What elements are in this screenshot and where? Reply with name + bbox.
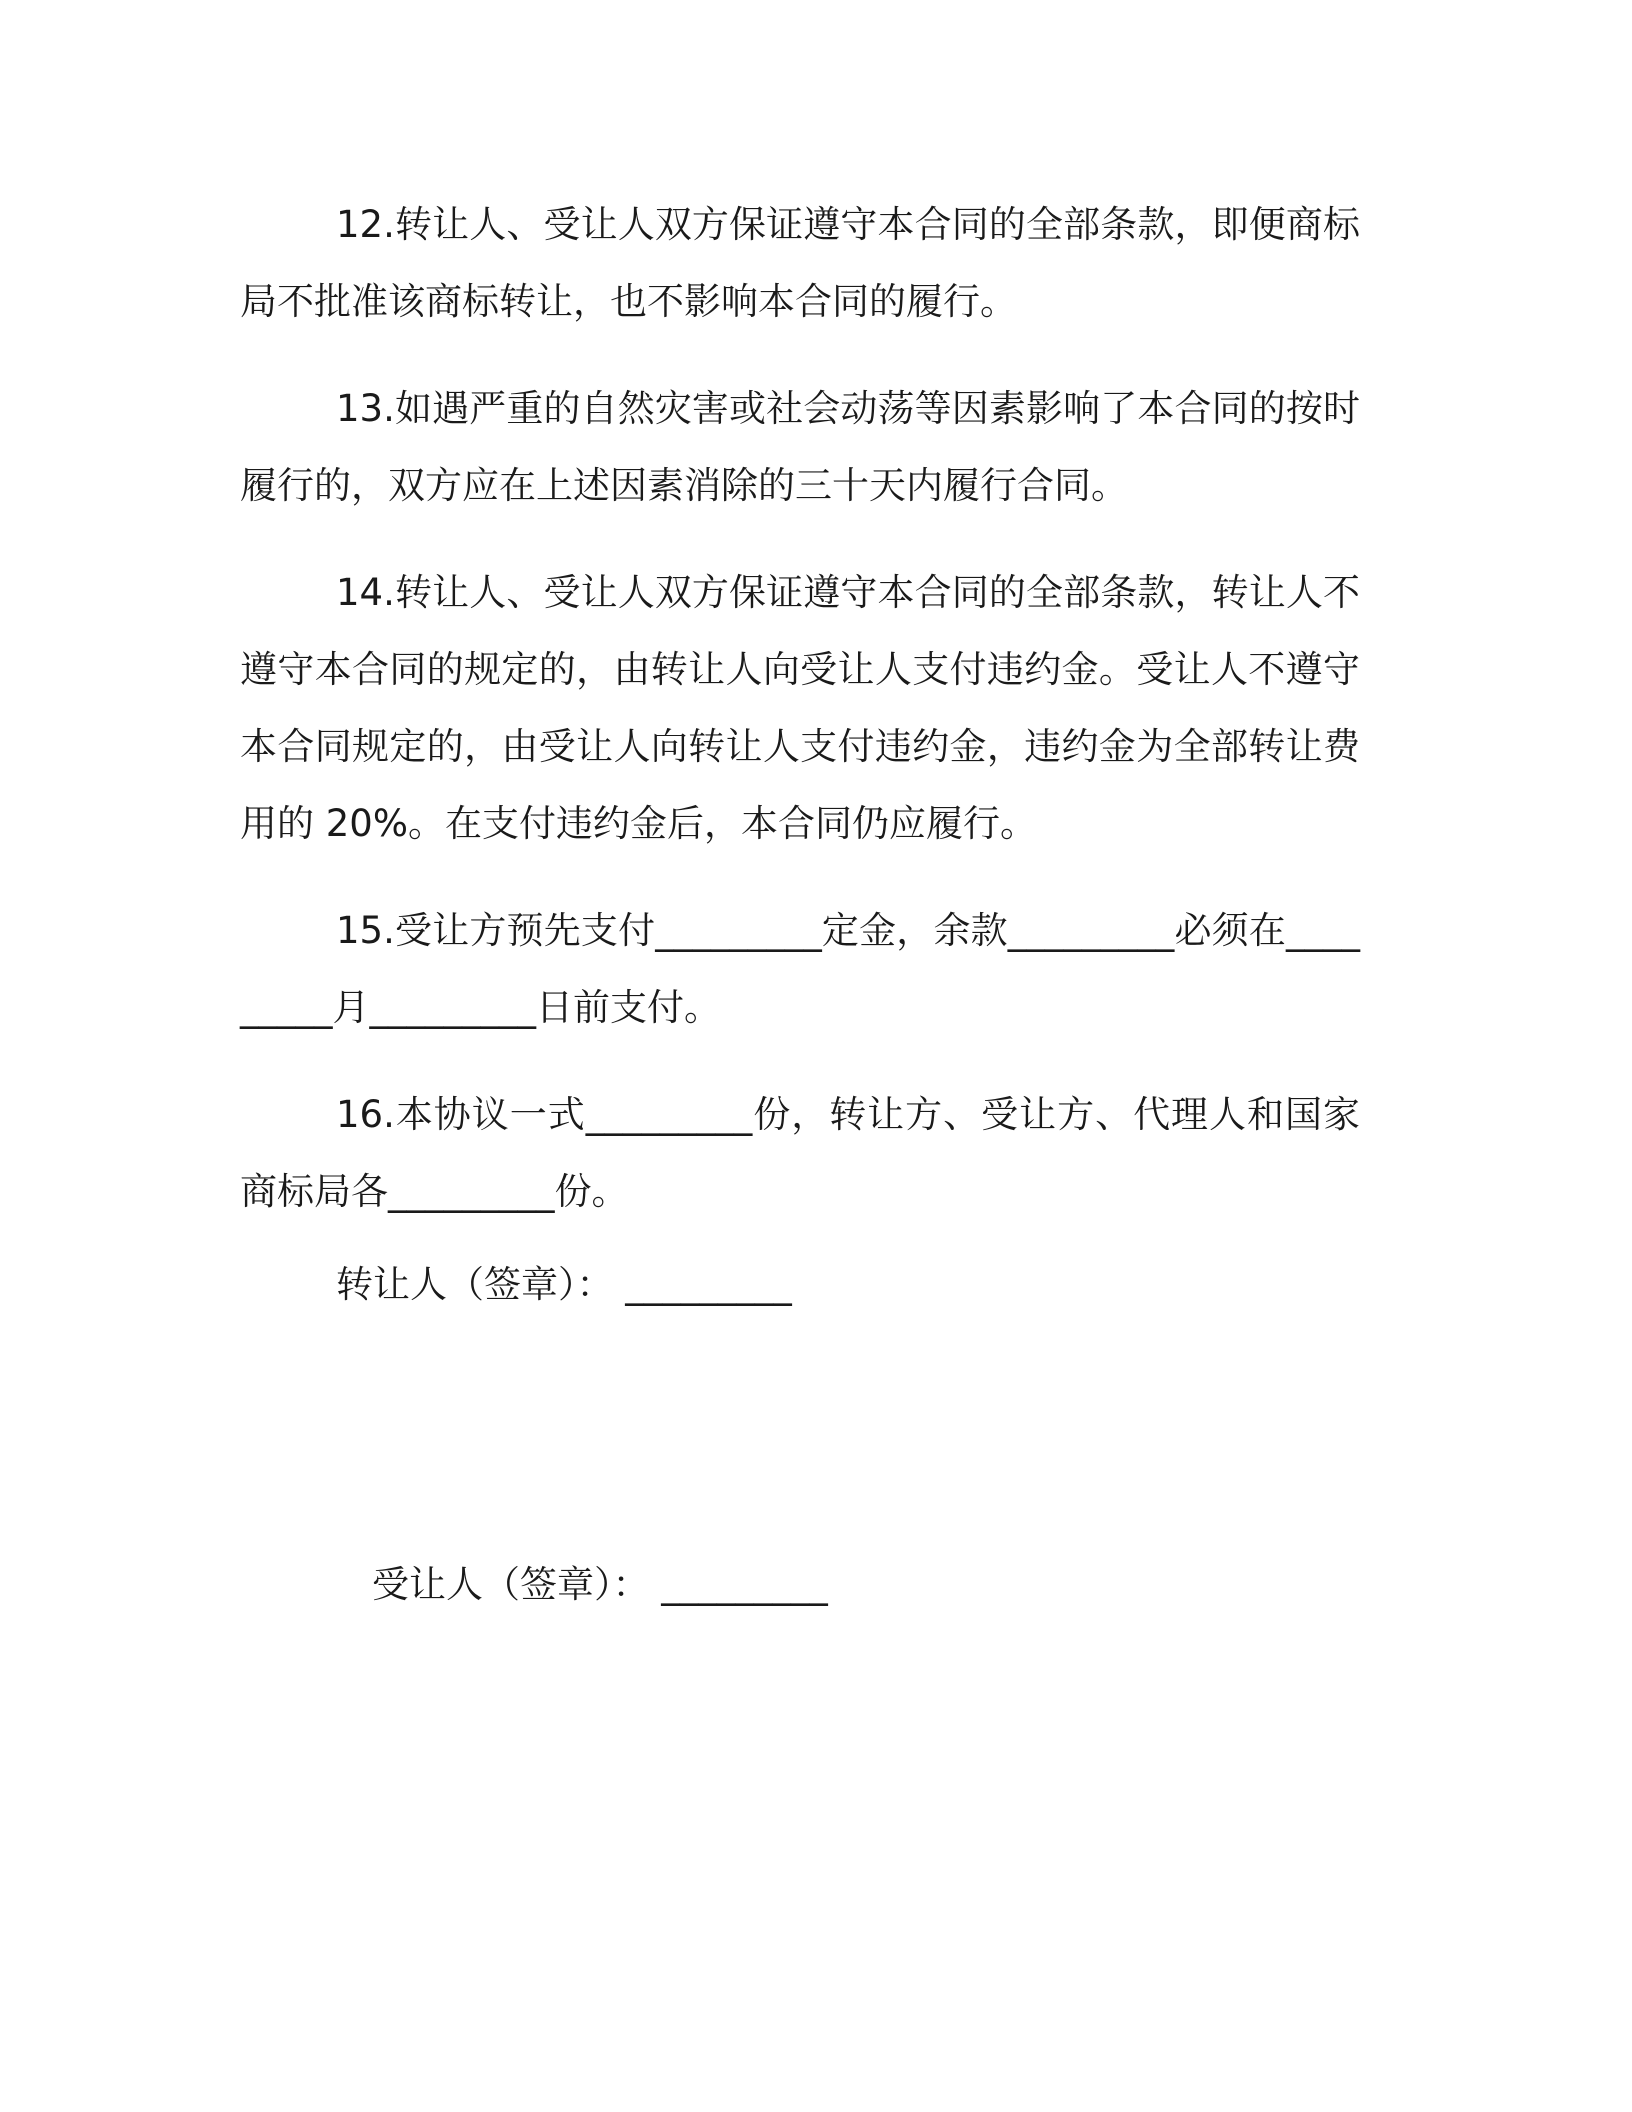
clause-16: 16.本协议一式_________份，转让方、受让方、代理人和国家商标局各_________份。 [240,1093,1360,1213]
seller-signature-line: 转让人（签章）： _________ [336,1263,792,1306]
clause-12: 12.转让人、受让人双方保证遵守本合同的全部条款，即便商标局不批准该商标转让，也不影响本合同的履行。 [240,203,1360,323]
clause-14: 14.转让人、受让人双方保证遵守本合同的全部条款，转让人不遵守本合同的规定的，由转让人向受让人支付违约金。受让人不遵守本合同规定的，由受让人向转让人支付违约金，违约金为全部转让费用的 20%。在支付违约金后，本合同仍应履行。 [240,571,1360,845]
buyer-signature-line: 受让人（签章）： _________ [372,1563,828,1606]
clause-15: 15.受让方预先支付_________定金，余款_________必须在_________月_________日前支付。 [240,909,1360,1029]
clause-13: 13.如遇严重的自然灾害或社会动荡等因素影响了本合同的按时履行的，双方应在上述因素消除的三十天内履行合同。 [240,387,1360,507]
contract-body [240,186,1360,1260]
